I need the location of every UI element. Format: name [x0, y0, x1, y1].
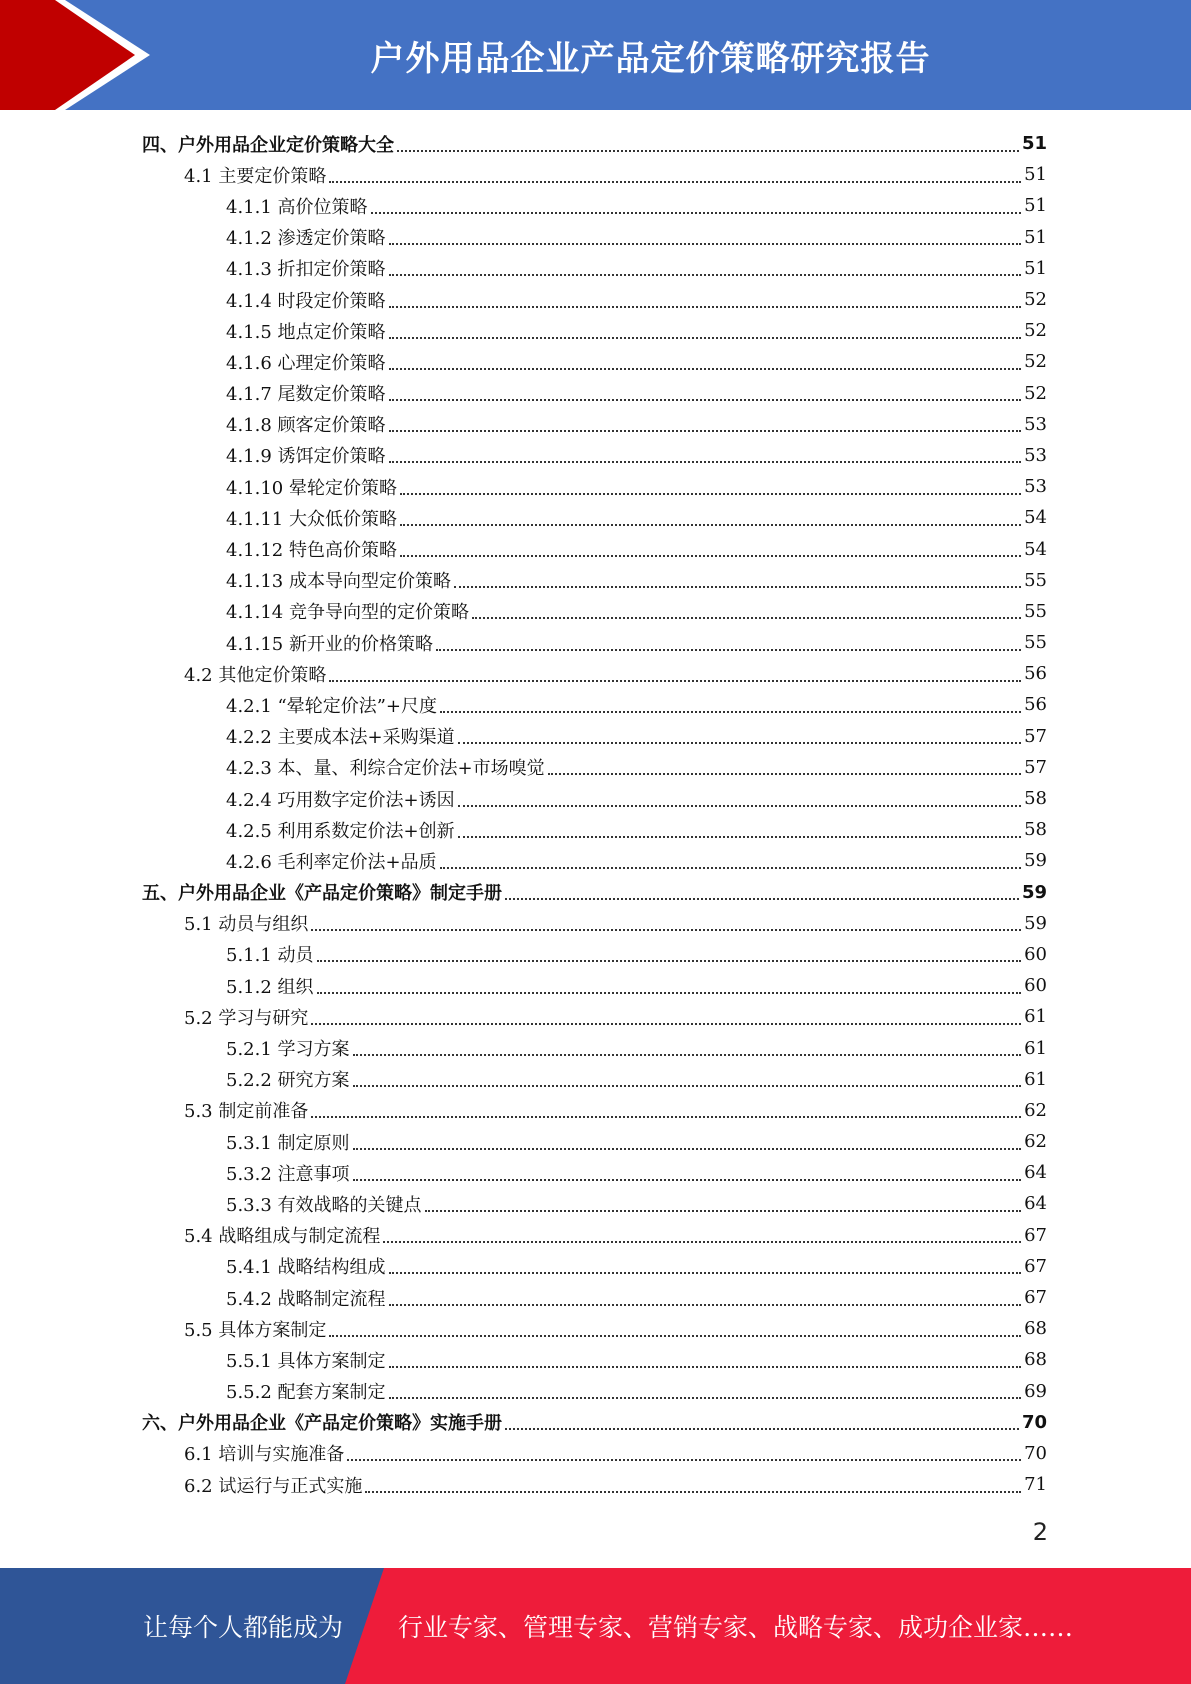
- toc-dot-leader: [389, 368, 1022, 370]
- toc-dot-leader: [458, 805, 1021, 807]
- toc-entry-label: 5.4.2 战略制定流程: [226, 1288, 386, 1310]
- toc-dot-leader: [317, 960, 1022, 962]
- toc-dot-leader: [400, 555, 1021, 557]
- toc-dot-leader: [389, 337, 1022, 339]
- toc-entry-label: 5.4 战略组成与制定流程: [184, 1226, 381, 1248]
- toc-entry[interactable]: [142, 1282, 1047, 1313]
- toc-entry-label: 5.2 学习与研究: [184, 1007, 309, 1029]
- toc-entry-label: 6.1 培训与实施准备: [184, 1444, 345, 1466]
- toc-page-number: 61: [1024, 1006, 1047, 1028]
- toc-page-number: 59: [1024, 912, 1047, 934]
- toc-dot-leader: [548, 773, 1021, 775]
- toc-dot-leader: [365, 1491, 1021, 1493]
- toc-dot-leader: [397, 150, 1019, 152]
- toc-dot-leader: [389, 274, 1022, 276]
- toc-entry[interactable]: [142, 1438, 1047, 1469]
- toc-entry-label: 5.2.2 研究方案: [226, 1070, 350, 1092]
- toc-page-number: 55: [1024, 569, 1047, 591]
- toc-entry-label: 4.2.2 主要成本法+采购渠道: [226, 727, 455, 749]
- toc-page-number: 64: [1024, 1193, 1047, 1215]
- toc-page-number: 55: [1024, 632, 1047, 654]
- toc-entry-label: 5.5.1 具体方案制定: [226, 1350, 386, 1372]
- toc-page-number: 52: [1024, 351, 1047, 373]
- toc-entry-label: 六、户外用品企业《产品定价策略》实施手册: [142, 1413, 502, 1435]
- toc-page-number: 57: [1024, 725, 1047, 747]
- toc-entry[interactable]: [142, 502, 1047, 533]
- toc-page-number: 61: [1024, 1037, 1047, 1059]
- toc-page-number: 58: [1024, 819, 1047, 841]
- toc-entry[interactable]: [142, 877, 1047, 908]
- toc-entry[interactable]: [142, 1064, 1047, 1095]
- toc-entry-label: 5.1 动员与组织: [184, 914, 309, 936]
- toc-dot-leader: [400, 524, 1021, 526]
- toc-entry-label: 4.1.10 晕轮定价策略: [226, 477, 397, 499]
- toc-entry-label: 5.3.3 有效战略的关键点: [226, 1194, 422, 1216]
- toc-dot-leader: [505, 1428, 1019, 1430]
- toc-dot-leader: [329, 1335, 1021, 1337]
- toc-dot-leader: [317, 992, 1022, 994]
- toc-dot-leader: [353, 1179, 1022, 1181]
- toc-entry-label: 5.2.1 学习方案: [226, 1039, 350, 1061]
- toc-entry-label: 4.1.6 心理定价策略: [226, 352, 386, 374]
- toc-entry[interactable]: [142, 315, 1047, 346]
- toc-entry[interactable]: [142, 409, 1047, 440]
- toc-entry[interactable]: [142, 783, 1047, 814]
- footer-slogan-left: 让每个人都能成为: [143, 1613, 344, 1642]
- toc-entry-label: 5.1.2 组织: [226, 976, 314, 998]
- toc-entry[interactable]: [142, 1344, 1047, 1375]
- toc-page-number: 51: [1024, 195, 1047, 217]
- toc-dot-leader: [425, 1210, 1022, 1212]
- toc-dot-leader: [389, 1272, 1022, 1274]
- toc-entry-label: 4.1.13 成本导向型定价策略: [226, 571, 451, 593]
- toc-entry[interactable]: [142, 1157, 1047, 1188]
- toc-entry[interactable]: [142, 970, 1047, 1001]
- toc-entry[interactable]: [142, 814, 1047, 845]
- toc-page-number: 57: [1024, 756, 1047, 778]
- toc-dot-leader: [440, 867, 1021, 869]
- toc-dot-leader: [389, 306, 1022, 308]
- toc-page-number: 56: [1024, 663, 1047, 685]
- toc-entry[interactable]: [142, 346, 1047, 377]
- toc-entry[interactable]: [142, 658, 1047, 689]
- toc-entry[interactable]: [142, 253, 1047, 284]
- toc-entry-label: 4.1 主要定价策略: [184, 165, 327, 187]
- toc-page-number: 61: [1024, 1068, 1047, 1090]
- toc-dot-leader: [440, 711, 1021, 713]
- toc-entry-label: 4.1.5 地点定价策略: [226, 321, 386, 343]
- toc-entry-label: 4.1.15 新开业的价格策略: [226, 633, 433, 655]
- toc-dot-leader: [311, 1023, 1021, 1025]
- toc-page-number: 51: [1024, 164, 1047, 186]
- toc-dot-leader: [311, 929, 1021, 931]
- toc-entry-label: 5.1.1 动员: [226, 945, 314, 967]
- toc-entry-label: 4.2.6 毛利率定价法+品质: [226, 851, 437, 873]
- toc-page-number: 70: [1021, 1411, 1047, 1433]
- toc-page-number: 52: [1024, 382, 1047, 404]
- toc-page-number: 67: [1024, 1255, 1047, 1277]
- toc-dot-leader: [389, 461, 1022, 463]
- toc-entry[interactable]: [142, 222, 1047, 253]
- page-number: 2: [1032, 1518, 1048, 1546]
- document-title: 户外用品企业产品定价策略研究报告: [370, 38, 931, 79]
- toc-page-number: 71: [1024, 1474, 1047, 1496]
- toc-entry[interactable]: [142, 721, 1047, 752]
- toc-page-number: 58: [1024, 788, 1047, 810]
- toc-entry-label: 5.3.2 注意事项: [226, 1163, 350, 1185]
- toc-entry[interactable]: [142, 533, 1047, 564]
- toc-dot-leader: [389, 1304, 1022, 1306]
- toc-page-number: 69: [1024, 1380, 1047, 1402]
- toc-entry[interactable]: [142, 1188, 1047, 1219]
- toc-entry-label: 4.2 其他定价策略: [184, 664, 327, 686]
- toc-dot-leader: [472, 617, 1021, 619]
- toc-page-number: 56: [1024, 694, 1047, 716]
- toc-entry[interactable]: [142, 378, 1047, 409]
- toc-page-number: 54: [1024, 507, 1047, 529]
- toc-entry-label: 4.1.14 竞争导向型的定价策略: [226, 602, 469, 624]
- toc-dot-leader: [458, 836, 1021, 838]
- toc-dot-leader: [389, 243, 1022, 245]
- toc-entry[interactable]: [142, 1313, 1047, 1344]
- toc-entry-label: 4.1.3 折扣定价策略: [226, 259, 386, 281]
- toc-entry[interactable]: [142, 190, 1047, 221]
- toc-entry-label: 4.1.12 特色高价策略: [226, 540, 397, 562]
- toc-entry-label: 5.5.2 配套方案制定: [226, 1382, 386, 1404]
- toc-entry-label: 4.1.8 顾客定价策略: [226, 415, 386, 437]
- toc-dot-leader: [400, 493, 1021, 495]
- toc-dot-leader: [383, 1241, 1021, 1243]
- toc-entry[interactable]: [142, 1407, 1047, 1438]
- toc-dot-leader: [505, 898, 1019, 900]
- toc-entry-label: 5.4.1 战略结构组成: [226, 1257, 386, 1279]
- toc-entry-label: 4.2.4 巧用数字定价法+诱因: [226, 789, 455, 811]
- toc-page-number: 64: [1024, 1162, 1047, 1184]
- toc-page-number: 62: [1024, 1099, 1047, 1121]
- toc-entry-label: 四、户外用品企业定价策略大全: [142, 134, 394, 156]
- toc-page-number: 55: [1024, 600, 1047, 622]
- toc-page-number: 54: [1024, 538, 1047, 560]
- toc-entry-label: 4.1.7 尾数定价策略: [226, 384, 386, 406]
- toc-page-number: 53: [1024, 413, 1047, 435]
- toc-dot-leader: [353, 1148, 1022, 1150]
- toc-entry-label: 4.1.9 诱饵定价策略: [226, 446, 386, 468]
- toc-entry-label: 6.2 试运行与正式实施: [184, 1475, 363, 1497]
- toc-dot-leader: [389, 1397, 1022, 1399]
- toc-entry[interactable]: [142, 1032, 1047, 1063]
- toc-page-number: 52: [1024, 320, 1047, 342]
- toc-dot-leader: [329, 181, 1021, 183]
- toc-entry-label: 5.3 制定前准备: [184, 1101, 309, 1123]
- toc-entry[interactable]: [142, 1251, 1047, 1282]
- toc-page-number: 52: [1024, 289, 1047, 311]
- table-of-contents: [142, 128, 1047, 1500]
- toc-entry[interactable]: [142, 471, 1047, 502]
- toc-entry[interactable]: [142, 1001, 1047, 1032]
- toc-dot-leader: [353, 1054, 1022, 1056]
- toc-entry[interactable]: [142, 939, 1047, 970]
- toc-page-number: 60: [1024, 943, 1047, 965]
- toc-dot-leader: [458, 742, 1021, 744]
- toc-dot-leader: [371, 212, 1022, 214]
- toc-page-number: 51: [1021, 133, 1047, 155]
- toc-page-number: 60: [1024, 975, 1047, 997]
- toc-page-number: 53: [1024, 444, 1047, 466]
- footer-slogan-right: 行业专家、管理专家、营销专家、战略专家、成功企业家……: [398, 1613, 1074, 1642]
- toc-entry-label: 4.1.1 高价位策略: [226, 196, 368, 218]
- toc-page-number: 67: [1024, 1287, 1047, 1309]
- toc-dot-leader: [389, 430, 1022, 432]
- toc-page-number: 53: [1024, 476, 1047, 498]
- toc-dot-leader: [311, 1116, 1021, 1118]
- toc-page-number: 68: [1024, 1349, 1047, 1371]
- toc-dot-leader: [389, 399, 1022, 401]
- toc-page-number: 51: [1024, 257, 1047, 279]
- toc-entry[interactable]: [142, 627, 1047, 658]
- toc-entry[interactable]: [142, 284, 1047, 315]
- toc-page-number: 70: [1024, 1442, 1047, 1464]
- toc-dot-leader: [436, 649, 1021, 651]
- toc-entry-label: 4.1.11 大众低价策略: [226, 508, 397, 530]
- toc-page-number: 67: [1024, 1224, 1047, 1246]
- toc-dot-leader: [353, 1085, 1022, 1087]
- toc-entry[interactable]: [142, 1469, 1047, 1500]
- toc-entry[interactable]: [142, 128, 1047, 159]
- page-footer: [0, 1568, 1191, 1684]
- toc-entry[interactable]: [142, 596, 1047, 627]
- toc-entry-label: 4.2.3 本、量、利综合定价法+市场嗅觉: [226, 758, 545, 780]
- toc-entry[interactable]: [142, 908, 1047, 939]
- toc-entry[interactable]: [142, 1126, 1047, 1157]
- toc-page-number: 68: [1024, 1318, 1047, 1340]
- toc-page-number: 59: [1024, 850, 1047, 872]
- toc-entry[interactable]: [142, 440, 1047, 471]
- toc-page-number: 62: [1024, 1131, 1047, 1153]
- toc-page-number: 51: [1024, 226, 1047, 248]
- toc-entry-label: 五、户外用品企业《产品定价策略》制定手册: [142, 883, 502, 905]
- toc-dot-leader: [329, 680, 1021, 682]
- page-header: [0, 0, 1191, 110]
- toc-entry-label: 4.1.4 时段定价策略: [226, 290, 386, 312]
- toc-entry[interactable]: [142, 1220, 1047, 1251]
- toc-entry-label: 5.5 具体方案制定: [184, 1319, 327, 1341]
- toc-entry[interactable]: [142, 752, 1047, 783]
- toc-page-number: 59: [1021, 881, 1047, 903]
- toc-entry-label: 5.3.1 制定原则: [226, 1132, 350, 1154]
- toc-dot-leader: [389, 1366, 1022, 1368]
- toc-dot-leader: [454, 586, 1021, 588]
- toc-entry[interactable]: [142, 845, 1047, 876]
- toc-entry[interactable]: [142, 565, 1047, 596]
- toc-entry[interactable]: [142, 1376, 1047, 1407]
- toc-entry-label: 4.2.5 利用系数定价法+创新: [226, 820, 455, 842]
- toc-entry[interactable]: [142, 159, 1047, 190]
- toc-entry-label: 4.2.1 “晕轮定价法”+尺度: [226, 695, 438, 717]
- toc-entry[interactable]: [142, 1095, 1047, 1126]
- toc-dot-leader: [347, 1459, 1021, 1461]
- toc-entry-label: 4.1.2 渗透定价策略: [226, 228, 386, 250]
- toc-entry[interactable]: [142, 689, 1047, 720]
